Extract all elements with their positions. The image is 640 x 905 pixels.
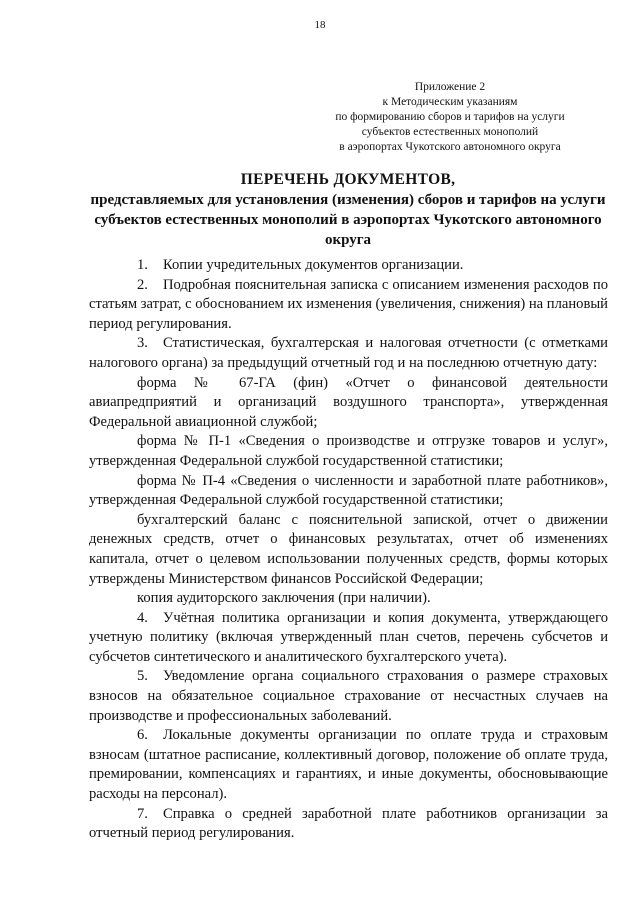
item-number: 2. (137, 276, 148, 293)
paragraph-5 (89, 667, 608, 726)
appendix-line: Приложение 2 (414, 81, 486, 93)
item-number: 4. (137, 609, 148, 626)
paragraph-1 (89, 256, 608, 276)
paragraph-text: Учётная политика организации и копия документа, утверждающего учетную политику (включая утвержденный план счетов, перечень субсчетов и субсчетов синтетического и аналитического бухгалтерского учета). (89, 609, 608, 665)
paragraph-6 (89, 726, 608, 804)
item-number: 6. (137, 727, 148, 744)
paragraph-text: форма № П-4 «Сведения о численности и заработной плате работников», утвержденная Федеральной службой государственной статистики; (89, 472, 608, 509)
appendix-line: в аэропортах Чукотского автономного округа (339, 141, 561, 153)
paragraph-4 (89, 609, 608, 668)
paragraph-2 (89, 276, 608, 335)
appendix-header (300, 80, 600, 155)
paragraph-form-p4 (89, 472, 608, 511)
paragraph-balance (89, 511, 608, 589)
paragraph-text: копия аудиторского заключения (при наличии). (137, 590, 431, 607)
paragraph-text: Статистическая, бухгалтерская и налоговая отчетности (с отметками налогового органа) за предыдущий отчетный год и на последнюю отчетную дату: (89, 335, 608, 371)
paragraph-text: Локальные документы организации по оплате труда и страховым взносам (штатное расписание, коллективный договор, положение об оплате труда, премировании, компенсациях и гарантиях, и иные документы, обосновывающие расходы на персонал). (89, 727, 608, 803)
paragraph-form-p1 (89, 432, 608, 471)
appendix-line: к Методическим указаниям (382, 96, 518, 108)
item-number: 5. (137, 668, 148, 685)
paragraph-form-67 (89, 374, 608, 433)
appendix-line: по формированию сборов и тарифов на услуги (335, 111, 565, 123)
paragraph-text: бухгалтерский баланс с пояснительной запиской, отчет о движении денежных средств, отчет о финансовых результатах, отчет об изменениях капитала, отчет о целевом использовании полученных средств, формы которых утверждены Министерством финансов Российской Федерации; (89, 511, 608, 587)
paragraph-text: форма № П-1 «Сведения о производстве и отгрузке товаров и услуг», утвержденная Федеральной службой государственной статистики; (89, 433, 608, 469)
paragraph-text: Копии учредительных документов организации. (163, 257, 464, 273)
paragraph-text: Подробная пояснительная записка с описанием изменения расходов по статьям затрат, с обоснованием их изменения (увеличения, снижения) на плановый период регулирования. (89, 276, 608, 332)
item-number: 7. (137, 805, 148, 822)
paragraph-text: Уведомление органа социального страхования о размере страховых взносов на обязательное социальное страхование от несчастных случаев на производстве и профессиональных заболеваний. (89, 668, 608, 724)
paragraph-text: Справка о средней заработной плате работников организации за отчетный период регулирования. (89, 805, 608, 842)
title-subtitle: представляемых для установления (изменения) сборов и тарифов на услуги субъектов естественных монополий в аэропортах Чукотского автономного округа (90, 192, 606, 248)
item-number: 1. (137, 257, 148, 273)
paragraph-3 (89, 334, 608, 373)
paragraph-text: форма № 67-ГА (фин) «Отчет о финансовой деятельности авиапредприятий и организаций воздушного транспорта», утвержденная Федеральной авиационной службой; (89, 374, 608, 430)
page-number: 18 (314, 19, 326, 31)
document-body (89, 256, 608, 844)
item-number: 3. (137, 335, 148, 352)
document-title (88, 170, 608, 250)
title-main: ПЕРЕЧЕНЬ ДОКУМЕНТОВ, (240, 171, 456, 188)
appendix-line: субъектов естественных монополий (361, 126, 539, 138)
paragraph-audit (89, 589, 608, 609)
paragraph-7 (89, 805, 608, 844)
